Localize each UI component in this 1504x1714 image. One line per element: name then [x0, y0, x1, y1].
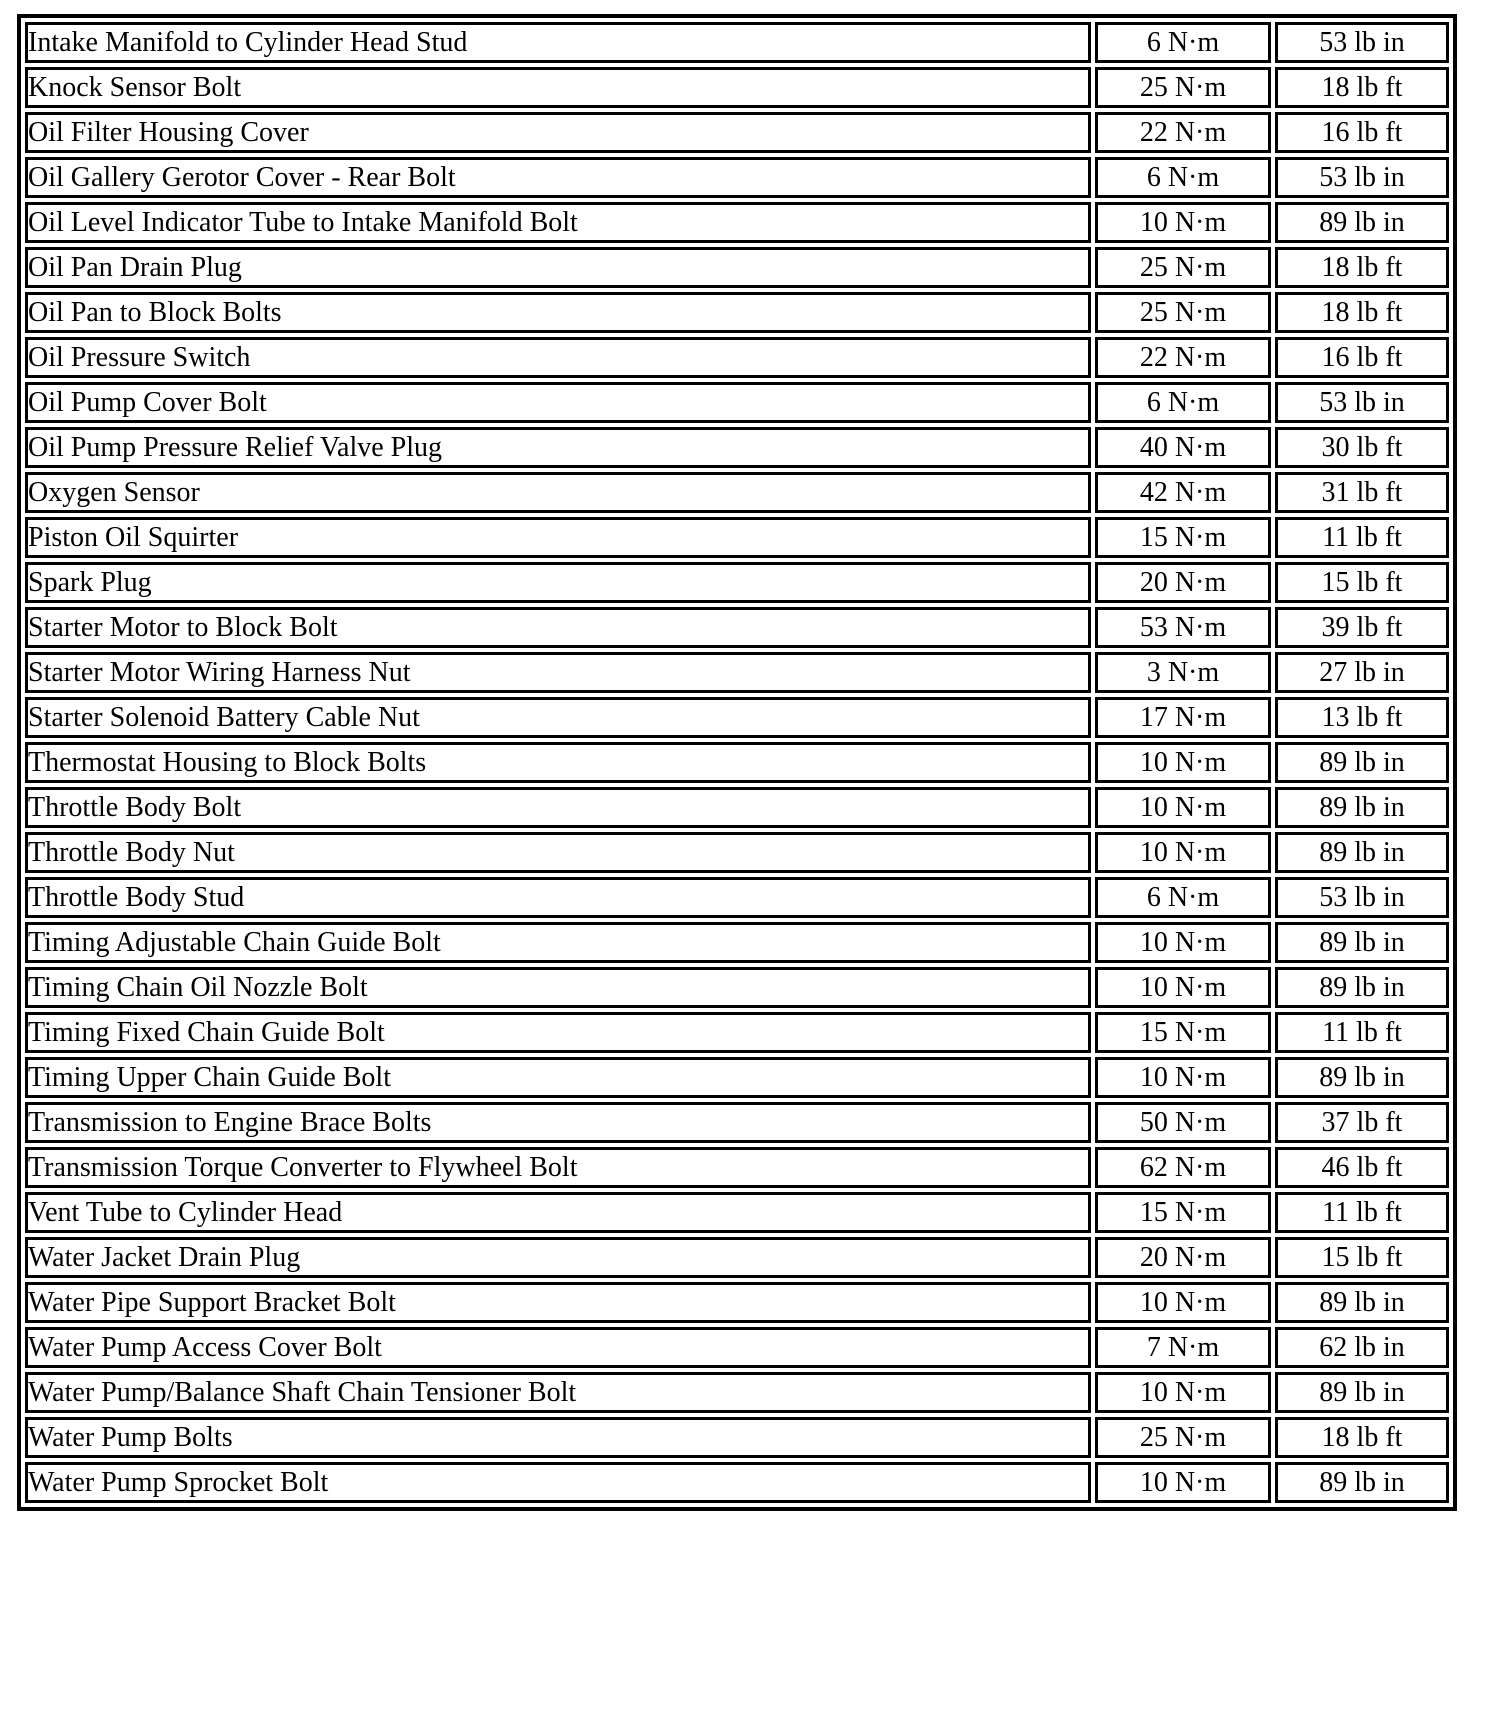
imperial-torque-cell: 53 lb in	[1275, 382, 1449, 423]
table-row	[25, 112, 1449, 153]
fastener-name-cell: Water Pipe Support Bracket Bolt	[25, 1282, 1091, 1323]
metric-torque-cell: 25 N·m	[1095, 67, 1271, 108]
fastener-name-cell: Starter Solenoid Battery Cable Nut	[25, 697, 1091, 738]
fastener-name-cell: Piston Oil Squirter	[25, 517, 1091, 558]
metric-torque-cell: 25 N·m	[1095, 247, 1271, 288]
table-row	[25, 1417, 1449, 1458]
imperial-torque-cell: 15 lb ft	[1275, 562, 1449, 603]
metric-torque-cell: 7 N·m	[1095, 1327, 1271, 1368]
metric-torque-cell: 6 N·m	[1095, 22, 1271, 63]
table-row	[25, 157, 1449, 198]
fastener-name-cell: Starter Motor Wiring Harness Nut	[25, 652, 1091, 693]
fastener-name-cell: Knock Sensor Bolt	[25, 67, 1091, 108]
metric-torque-cell: 10 N·m	[1095, 1462, 1271, 1503]
imperial-torque-cell: 89 lb in	[1275, 922, 1449, 963]
imperial-torque-cell: 46 lb ft	[1275, 1147, 1449, 1188]
table-row	[25, 1057, 1449, 1098]
table-row	[25, 787, 1449, 828]
table-row	[25, 832, 1449, 873]
imperial-torque-cell: 89 lb in	[1275, 1462, 1449, 1503]
imperial-torque-cell: 37 lb ft	[1275, 1102, 1449, 1143]
torque-spec-table	[17, 14, 1457, 1511]
metric-torque-cell: 17 N·m	[1095, 697, 1271, 738]
table-row	[25, 382, 1449, 423]
imperial-torque-cell: 53 lb in	[1275, 157, 1449, 198]
metric-torque-cell: 42 N·m	[1095, 472, 1271, 513]
imperial-torque-cell: 13 lb ft	[1275, 697, 1449, 738]
table-row	[25, 967, 1449, 1008]
fastener-name-cell: Oil Filter Housing Cover	[25, 112, 1091, 153]
metric-torque-cell: 62 N·m	[1095, 1147, 1271, 1188]
imperial-torque-cell: 18 lb ft	[1275, 247, 1449, 288]
table-row	[25, 472, 1449, 513]
imperial-torque-cell: 18 lb ft	[1275, 1417, 1449, 1458]
metric-torque-cell: 10 N·m	[1095, 1282, 1271, 1323]
imperial-torque-cell: 89 lb in	[1275, 202, 1449, 243]
fastener-name-cell: Transmission Torque Converter to Flywheel Bolt	[25, 1147, 1091, 1188]
table-row	[25, 562, 1449, 603]
fastener-name-cell: Water Pump Sprocket Bolt	[25, 1462, 1091, 1503]
imperial-torque-cell: 15 lb ft	[1275, 1237, 1449, 1278]
imperial-torque-cell: 11 lb ft	[1275, 517, 1449, 558]
metric-torque-cell: 10 N·m	[1095, 1372, 1271, 1413]
imperial-torque-cell: 62 lb in	[1275, 1327, 1449, 1368]
fastener-name-cell: Timing Adjustable Chain Guide Bolt	[25, 922, 1091, 963]
table-row	[25, 517, 1449, 558]
fastener-name-cell: Throttle Body Bolt	[25, 787, 1091, 828]
metric-torque-cell: 15 N·m	[1095, 517, 1271, 558]
metric-torque-cell: 20 N·m	[1095, 562, 1271, 603]
imperial-torque-cell: 11 lb ft	[1275, 1012, 1449, 1053]
table-row	[25, 1372, 1449, 1413]
metric-torque-cell: 3 N·m	[1095, 652, 1271, 693]
table-row	[25, 1102, 1449, 1143]
fastener-name-cell: Water Pump Access Cover Bolt	[25, 1327, 1091, 1368]
table-row	[25, 1462, 1449, 1503]
fastener-name-cell: Oil Pan Drain Plug	[25, 247, 1091, 288]
metric-torque-cell: 22 N·m	[1095, 337, 1271, 378]
fastener-name-cell: Oil Pan to Block Bolts	[25, 292, 1091, 333]
fastener-name-cell: Oil Pump Cover Bolt	[25, 382, 1091, 423]
metric-torque-cell: 40 N·m	[1095, 427, 1271, 468]
table-row	[25, 1012, 1449, 1053]
metric-torque-cell: 10 N·m	[1095, 922, 1271, 963]
metric-torque-cell: 10 N·m	[1095, 967, 1271, 1008]
table-row	[25, 22, 1449, 63]
fastener-name-cell: Thermostat Housing to Block Bolts	[25, 742, 1091, 783]
imperial-torque-cell: 11 lb ft	[1275, 1192, 1449, 1233]
imperial-torque-cell: 16 lb ft	[1275, 112, 1449, 153]
imperial-torque-cell: 89 lb in	[1275, 1282, 1449, 1323]
metric-torque-cell: 25 N·m	[1095, 1417, 1271, 1458]
metric-torque-cell: 25 N·m	[1095, 292, 1271, 333]
metric-torque-cell: 6 N·m	[1095, 382, 1271, 423]
table-row	[25, 697, 1449, 738]
fastener-name-cell: Water Pump/Balance Shaft Chain Tensioner Bolt	[25, 1372, 1091, 1413]
fastener-name-cell: Starter Motor to Block Bolt	[25, 607, 1091, 648]
metric-torque-cell: 20 N·m	[1095, 1237, 1271, 1278]
fastener-name-cell: Intake Manifold to Cylinder Head Stud	[25, 22, 1091, 63]
imperial-torque-cell: 89 lb in	[1275, 832, 1449, 873]
imperial-torque-cell: 16 lb ft	[1275, 337, 1449, 378]
fastener-name-cell: Oil Gallery Gerotor Cover - Rear Bolt	[25, 157, 1091, 198]
imperial-torque-cell: 89 lb in	[1275, 1372, 1449, 1413]
metric-torque-cell: 15 N·m	[1095, 1192, 1271, 1233]
metric-torque-cell: 10 N·m	[1095, 202, 1271, 243]
imperial-torque-cell: 89 lb in	[1275, 787, 1449, 828]
fastener-name-cell: Oxygen Sensor	[25, 472, 1091, 513]
imperial-torque-cell: 89 lb in	[1275, 742, 1449, 783]
table-row	[25, 67, 1449, 108]
fastener-name-cell: Transmission to Engine Brace Bolts	[25, 1102, 1091, 1143]
metric-torque-cell: 6 N·m	[1095, 877, 1271, 918]
table-row	[25, 1327, 1449, 1368]
fastener-name-cell: Timing Chain Oil Nozzle Bolt	[25, 967, 1091, 1008]
metric-torque-cell: 50 N·m	[1095, 1102, 1271, 1143]
table-row	[25, 742, 1449, 783]
metric-torque-cell: 10 N·m	[1095, 1057, 1271, 1098]
metric-torque-cell: 10 N·m	[1095, 742, 1271, 783]
table-row	[25, 877, 1449, 918]
table-row	[25, 337, 1449, 378]
table-row	[25, 922, 1449, 963]
metric-torque-cell: 10 N·m	[1095, 787, 1271, 828]
torque-spec-table-body	[25, 22, 1449, 1503]
metric-torque-cell: 10 N·m	[1095, 832, 1271, 873]
fastener-name-cell: Timing Upper Chain Guide Bolt	[25, 1057, 1091, 1098]
fastener-name-cell: Oil Level Indicator Tube to Intake Manifold Bolt	[25, 202, 1091, 243]
table-row	[25, 607, 1449, 648]
imperial-torque-cell: 18 lb ft	[1275, 292, 1449, 333]
table-row	[25, 652, 1449, 693]
imperial-torque-cell: 31 lb ft	[1275, 472, 1449, 513]
table-row	[25, 202, 1449, 243]
table-row	[25, 1282, 1449, 1323]
fastener-name-cell: Water Pump Bolts	[25, 1417, 1091, 1458]
metric-torque-cell: 22 N·m	[1095, 112, 1271, 153]
fastener-name-cell: Throttle Body Nut	[25, 832, 1091, 873]
fastener-name-cell: Timing Fixed Chain Guide Bolt	[25, 1012, 1091, 1053]
metric-torque-cell: 6 N·m	[1095, 157, 1271, 198]
imperial-torque-cell: 89 lb in	[1275, 1057, 1449, 1098]
imperial-torque-cell: 30 lb ft	[1275, 427, 1449, 468]
table-row	[25, 1147, 1449, 1188]
metric-torque-cell: 53 N·m	[1095, 607, 1271, 648]
imperial-torque-cell: 18 lb ft	[1275, 67, 1449, 108]
imperial-torque-cell: 53 lb in	[1275, 877, 1449, 918]
table-row	[25, 247, 1449, 288]
fastener-name-cell: Water Jacket Drain Plug	[25, 1237, 1091, 1278]
fastener-name-cell: Spark Plug	[25, 562, 1091, 603]
fastener-name-cell: Oil Pump Pressure Relief Valve Plug	[25, 427, 1091, 468]
table-row	[25, 1192, 1449, 1233]
imperial-torque-cell: 53 lb in	[1275, 22, 1449, 63]
table-row	[25, 1237, 1449, 1278]
imperial-torque-cell: 39 lb ft	[1275, 607, 1449, 648]
imperial-torque-cell: 89 lb in	[1275, 967, 1449, 1008]
metric-torque-cell: 15 N·m	[1095, 1012, 1271, 1053]
table-row	[25, 292, 1449, 333]
fastener-name-cell: Oil Pressure Switch	[25, 337, 1091, 378]
table-row	[25, 427, 1449, 468]
fastener-name-cell: Throttle Body Stud	[25, 877, 1091, 918]
fastener-name-cell: Vent Tube to Cylinder Head	[25, 1192, 1091, 1233]
imperial-torque-cell: 27 lb in	[1275, 652, 1449, 693]
